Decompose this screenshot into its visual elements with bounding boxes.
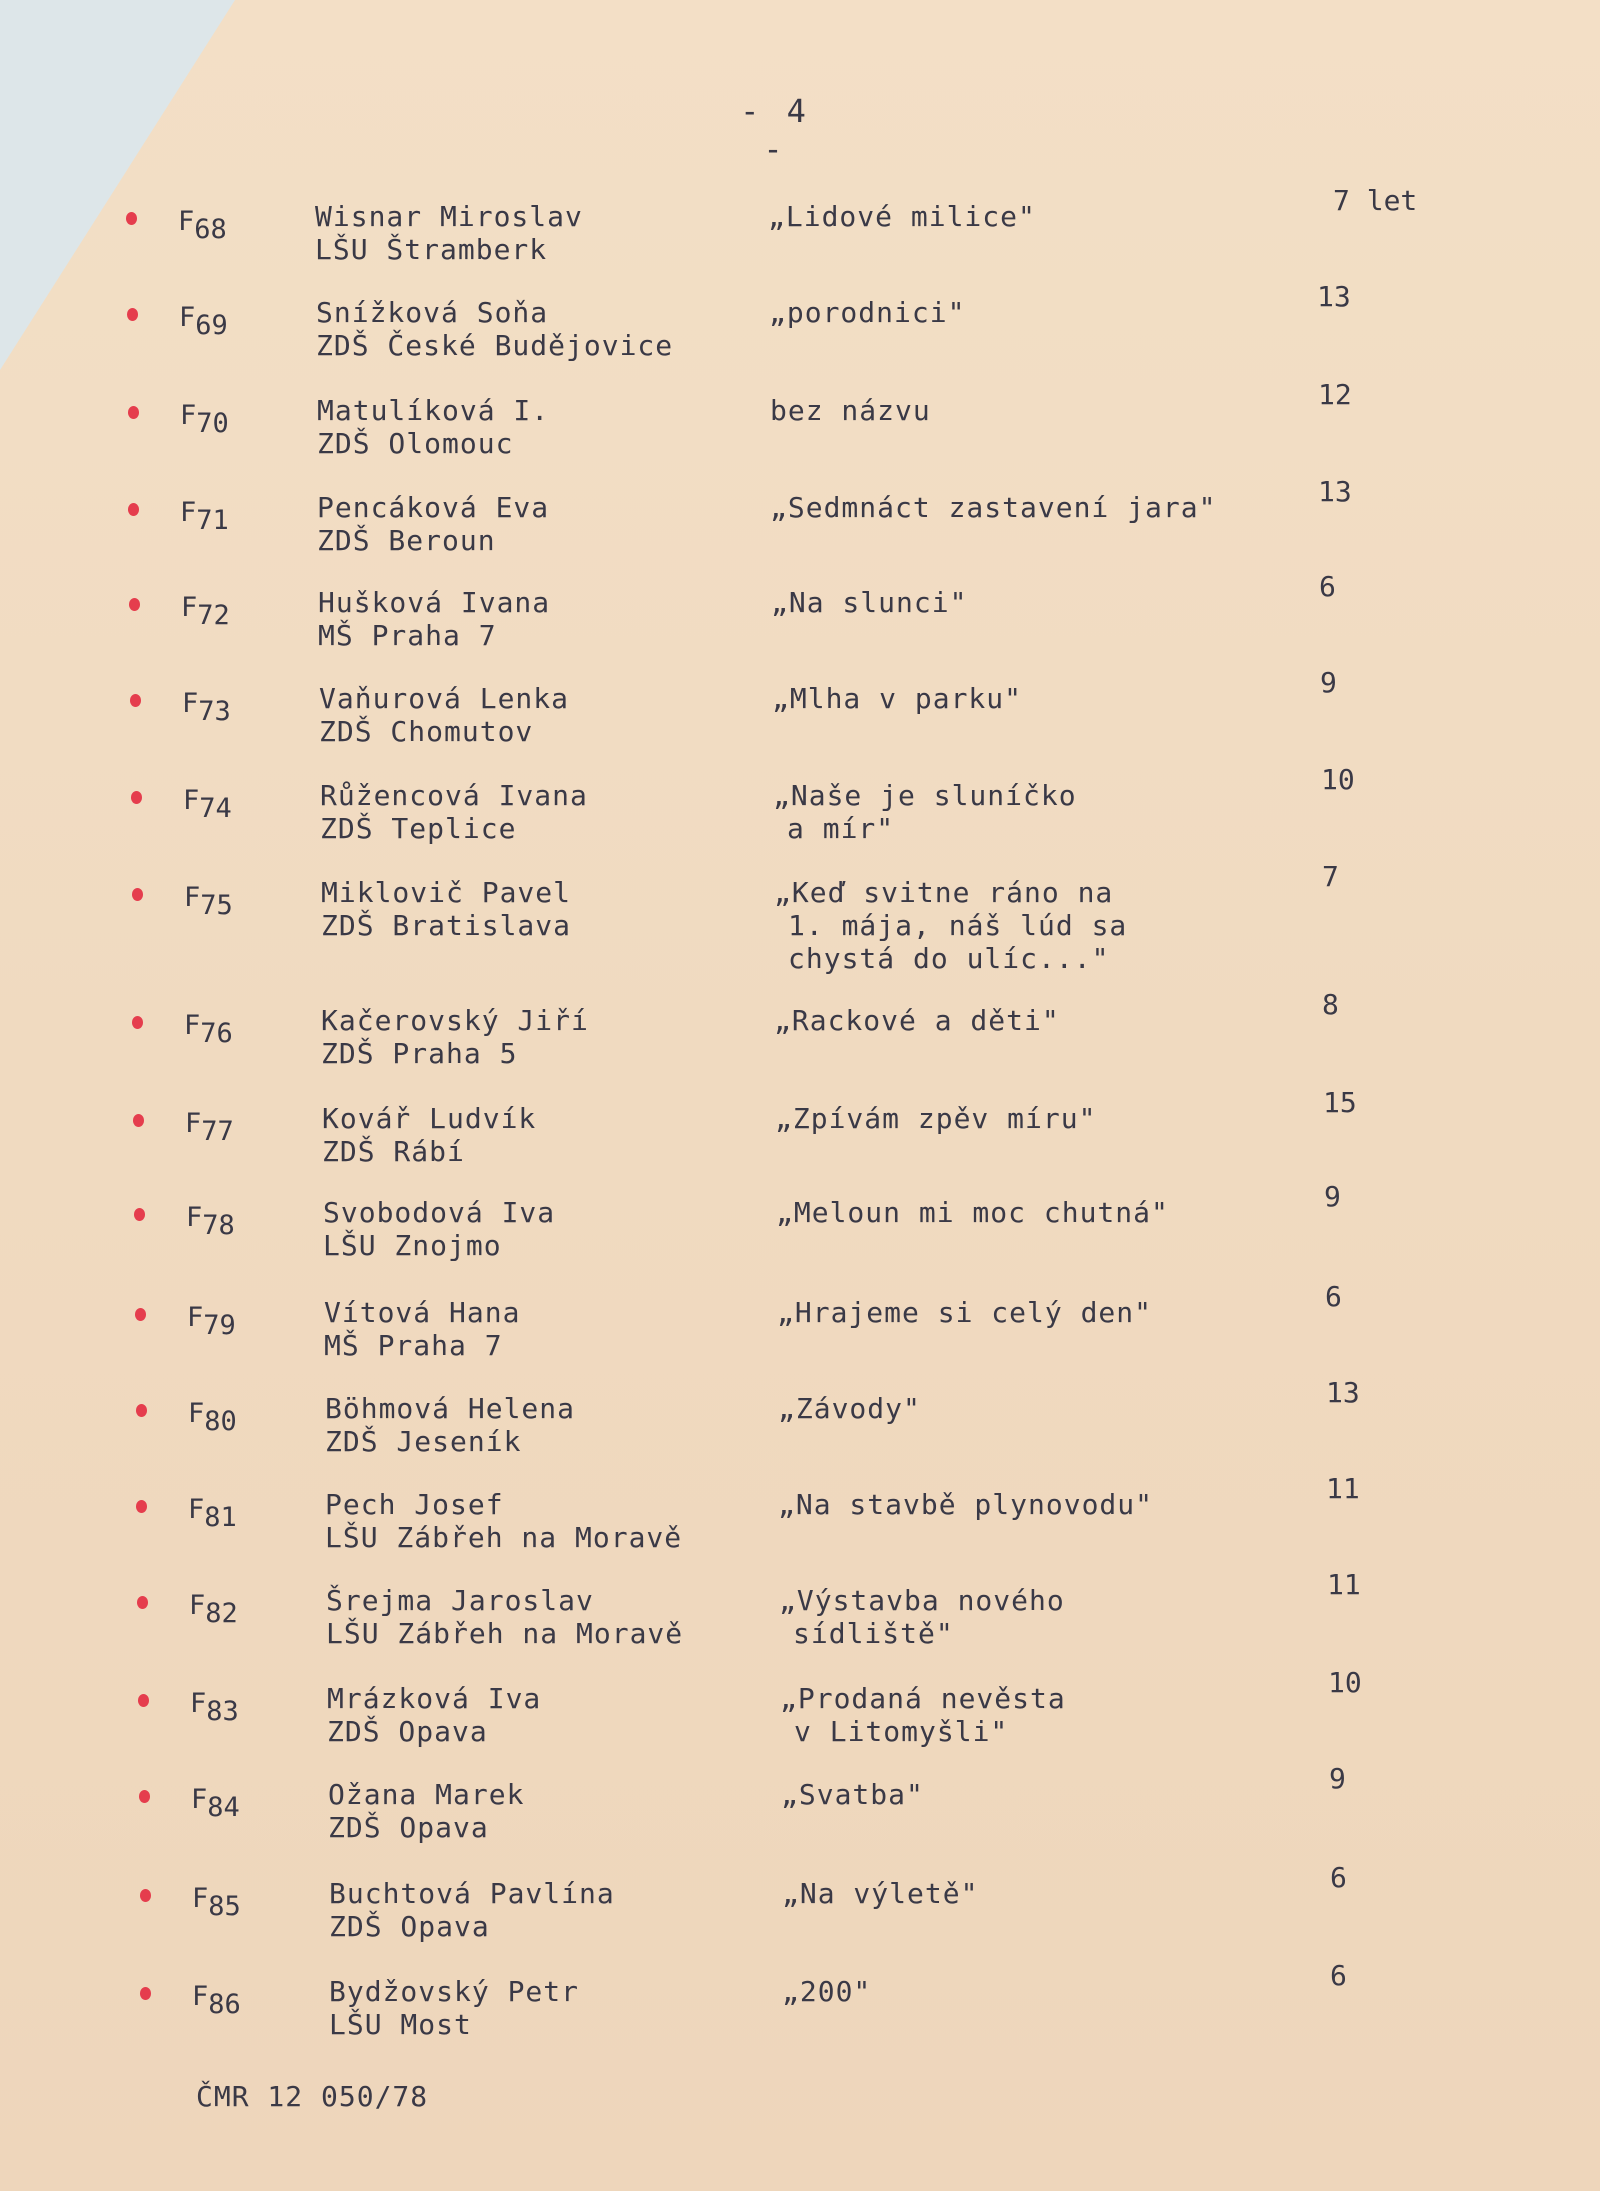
school-name: ZDŠ Jeseník [325,1425,522,1458]
red-check-mark [126,212,137,225]
entry-code-number: 84 [207,1792,240,1823]
school-name: LŠU Znojmo [323,1229,502,1262]
work-title-line: „Hrajeme si celý den" [777,1296,1153,1329]
work-title-line: 1. mája, náš lúd sa [788,909,1128,942]
author-name: Vítová Hana [324,1296,521,1329]
work-title-line: sídliště" [793,1617,954,1650]
entry-code-number: 85 [208,1891,241,1922]
author-name: Pencáková Eva [317,491,550,524]
red-check-mark [128,406,139,419]
entry-code-number: 71 [196,505,229,536]
entry-row [0,1959,1600,2071]
school-name: MŠ Praha 7 [324,1329,503,1362]
entry-code-number: 73 [198,696,231,727]
entry-code-prefix: F [185,1108,202,1139]
author-name: Šrejma Jaroslav [326,1584,594,1617]
school-name: ZDŠ Chomutov [319,715,534,748]
author-name: Matulíková I. [317,394,550,427]
author-age: 12 [1318,378,1352,411]
red-check-mark [137,1596,148,1609]
entry-code [192,1981,241,2020]
work-title-line: „200" [782,1975,872,2008]
author-age: 13 [1326,1376,1360,1409]
author-age: 6 [1330,1959,1347,1992]
author-name: Bydžovský Petr [329,1975,580,2008]
work-title [774,1004,1060,1037]
author-name: Svobodová Iva [323,1196,556,1229]
entry-code-prefix: F [188,1494,205,1525]
author-name: Kovář Ludvík [322,1102,537,1135]
entry-code-number: 79 [203,1310,236,1341]
work-title [770,491,1216,524]
work-title [776,1196,1169,1229]
work-title-line: „Výstavba nového [779,1584,1065,1617]
entry-code-number: 81 [204,1502,237,1533]
entry-code-number: 75 [200,890,233,921]
work-title-line: v Litomyšli" [794,1715,1009,1748]
entry-row [0,1861,1600,1973]
author-age: 6 [1319,570,1336,603]
red-check-mark [135,1308,146,1321]
entry-row [0,184,1600,296]
author-name: Ožana Marek [328,1778,525,1811]
author-age: 6 [1330,1861,1347,1894]
author-age: 13 [1317,280,1351,313]
work-title [768,200,1036,233]
work-title [772,682,1022,715]
red-check-mark [132,888,143,901]
red-check-mark [127,308,138,321]
author-age: 15 [1323,1086,1357,1119]
entry-row [0,666,1600,778]
school-name: ZDŠ Bratislava [321,909,572,942]
school-name: LŠU Most [329,2008,472,2041]
author-name: Böhmová Helena [325,1392,576,1425]
red-check-mark [134,1208,145,1221]
entry-code-prefix: F [189,1590,206,1621]
entry-code [187,1302,236,1341]
entry-code-prefix: F [186,1202,203,1233]
entry-code [188,1494,237,1533]
work-title-line: „Keď svitne ráno na [774,876,1114,909]
author-name: Pech Josef [325,1488,504,1521]
entry-code-prefix: F [180,400,197,431]
work-title [777,1296,1152,1329]
school-name: LŠU Zábřeh na Moravě [326,1617,684,1650]
author-age: 13 [1318,475,1352,508]
work-title-line: „Zpívám zpěv míru" [775,1102,1097,1135]
school-name: MŠ Praha 7 [318,619,497,652]
entry-code-prefix: F [188,1398,205,1429]
school-name: ZDŠ Opava [327,1715,488,1748]
work-title-line: „Lidové milice" [768,200,1036,233]
author-name: Miklovič Pavel [321,876,572,909]
entry-code-prefix: F [182,688,199,719]
author-name: Wisnar Miroslav [315,200,583,233]
work-title-line: „Prodaná nevěsta [780,1682,1066,1715]
work-title [778,1392,921,1425]
entry-row [0,1086,1600,1198]
school-name: LŠU Zábřeh na Moravě [325,1521,683,1554]
work-title-line: „Rackové a děti" [774,1004,1060,1037]
entry-code [189,1590,238,1629]
entry-code [180,497,229,536]
school-name: ZDŠ Praha 5 [321,1037,518,1070]
entry-code [188,1398,237,1437]
school-name: ZDŠ Teplice [320,812,517,845]
entry-row [0,1666,1600,1778]
entry-code-prefix: F [192,1883,209,1914]
work-title [770,394,931,427]
entry-row [0,1376,1600,1488]
entry-code [186,1202,235,1241]
work-title-line: „Sedmnáct zastavení jara" [770,491,1217,524]
entry-code-number: 77 [201,1116,234,1147]
red-check-mark [131,791,142,804]
entry-code-number: 68 [194,214,227,245]
entry-code-number: 76 [200,1018,233,1049]
work-title [779,1584,1065,1650]
work-title [782,1975,871,2008]
red-check-mark [132,1016,143,1029]
school-name: ZDŠ Opava [328,1811,489,1844]
red-check-mark [138,1694,149,1707]
work-title-line: bez názvu [770,394,931,427]
author-age: 10 [1328,1666,1362,1699]
work-title [774,876,1128,975]
entry-row [0,988,1600,1100]
entry-code-prefix: F [180,497,197,528]
entry-row [0,475,1600,587]
document-reference: ČMR 12 050/78 [196,2080,429,2113]
work-title-line: „Na výletě" [782,1877,979,1910]
work-title [771,586,967,619]
entry-row [0,1180,1600,1292]
work-title [778,1488,1153,1521]
author-name: Mrázková Iva [327,1682,542,1715]
entry-code [191,1784,240,1823]
author-age: 9 [1320,666,1337,699]
school-name: ZDŠ Olomouc [317,427,514,460]
entry-code-number: 78 [202,1210,235,1241]
author-name: Snížková Soňa [316,296,549,329]
author-name: Buchtová Pavlína [329,1877,615,1910]
entry-code [182,688,231,727]
work-title [782,1877,978,1910]
entry-row [0,1280,1600,1392]
author-name: Růžencová Ivana [320,779,588,812]
author-age: 7 let [1333,184,1418,217]
work-title [769,296,965,329]
entry-row [0,1762,1600,1874]
work-title-line: „Mlha v parku" [772,682,1023,715]
red-check-mark [128,503,139,516]
school-name: ZDŠ Opava [329,1910,490,1943]
work-title-line: „porodnici" [769,296,966,329]
entry-row [0,570,1600,682]
entry-code [192,1883,241,1922]
entry-code-number: 86 [208,1989,241,2020]
red-check-mark [133,1114,144,1127]
author-age: 11 [1327,1568,1361,1601]
red-check-mark [139,1790,150,1803]
entry-code-number: 69 [195,310,228,341]
author-age: 10 [1321,763,1355,796]
school-name: ZDŠ Beroun [317,524,496,557]
entry-code [184,882,233,921]
entry-code [183,785,232,824]
entry-code-number: 70 [196,408,229,439]
work-title-line: „Naše je sluníčko [773,779,1077,812]
entry-code-prefix: F [192,1981,209,2012]
entry-code [179,302,228,341]
entry-row [0,378,1600,490]
work-title-line: „Svatba" [781,1778,924,1811]
author-age: 8 [1322,988,1339,1021]
entry-code-prefix: F [191,1784,208,1815]
red-check-mark [130,694,141,707]
entry-code-number: 83 [206,1696,239,1727]
work-title-line: „Na stavbě plynovodu" [778,1488,1154,1521]
entry-row [0,763,1600,875]
author-age: 11 [1326,1472,1360,1505]
work-title [780,1682,1066,1748]
entry-code-prefix: F [178,206,195,237]
entry-code [184,1010,233,1049]
work-title-line: „Meloun mi moc chutná" [776,1196,1169,1229]
red-check-mark [140,1987,151,2000]
entry-code-prefix: F [184,882,201,913]
entry-code-number: 80 [204,1406,237,1437]
red-check-mark [136,1500,147,1513]
page-number: - 4 - [740,92,810,168]
red-check-mark [140,1889,151,1902]
red-check-mark [129,598,140,611]
school-name: ZDŠ České Budějovice [316,329,674,362]
work-title [773,779,1077,845]
work-title [781,1778,924,1811]
entry-code-prefix: F [184,1010,201,1041]
school-name: LŠU Štramberk [315,233,548,266]
work-title-line: „Na slunci" [771,586,968,619]
entry-row [0,860,1600,975]
entry-code [180,400,229,439]
entry-code [190,1688,239,1727]
author-age: 7 [1322,860,1339,893]
work-title-line: „Závody" [778,1392,921,1425]
author-name: Vaňurová Lenka [319,682,570,715]
entry-row [0,280,1600,392]
work-title-line: a mír" [787,812,895,845]
author-age: 9 [1324,1180,1341,1213]
work-title-line: chystá do ulíc..." [788,942,1110,975]
school-name: ZDŠ Rábí [322,1135,465,1168]
author-age: 9 [1329,1762,1346,1795]
red-check-mark [136,1404,147,1417]
author-name: Kačerovský Jiří [321,1004,589,1037]
work-title [775,1102,1096,1135]
entry-code-number: 74 [199,793,232,824]
entry-code-number: 82 [205,1598,238,1629]
author-age: 6 [1325,1280,1342,1313]
entry-code-prefix: F [183,785,200,816]
entry-code-prefix: F [179,302,196,333]
entry-code [178,206,227,245]
entry-code-prefix: F [190,1688,207,1719]
entry-code [181,592,230,631]
entry-code-number: 72 [197,600,230,631]
author-name: Hušková Ivana [318,586,551,619]
entry-code-prefix: F [181,592,198,623]
entry-code [185,1108,234,1147]
entry-code-prefix: F [187,1302,204,1333]
